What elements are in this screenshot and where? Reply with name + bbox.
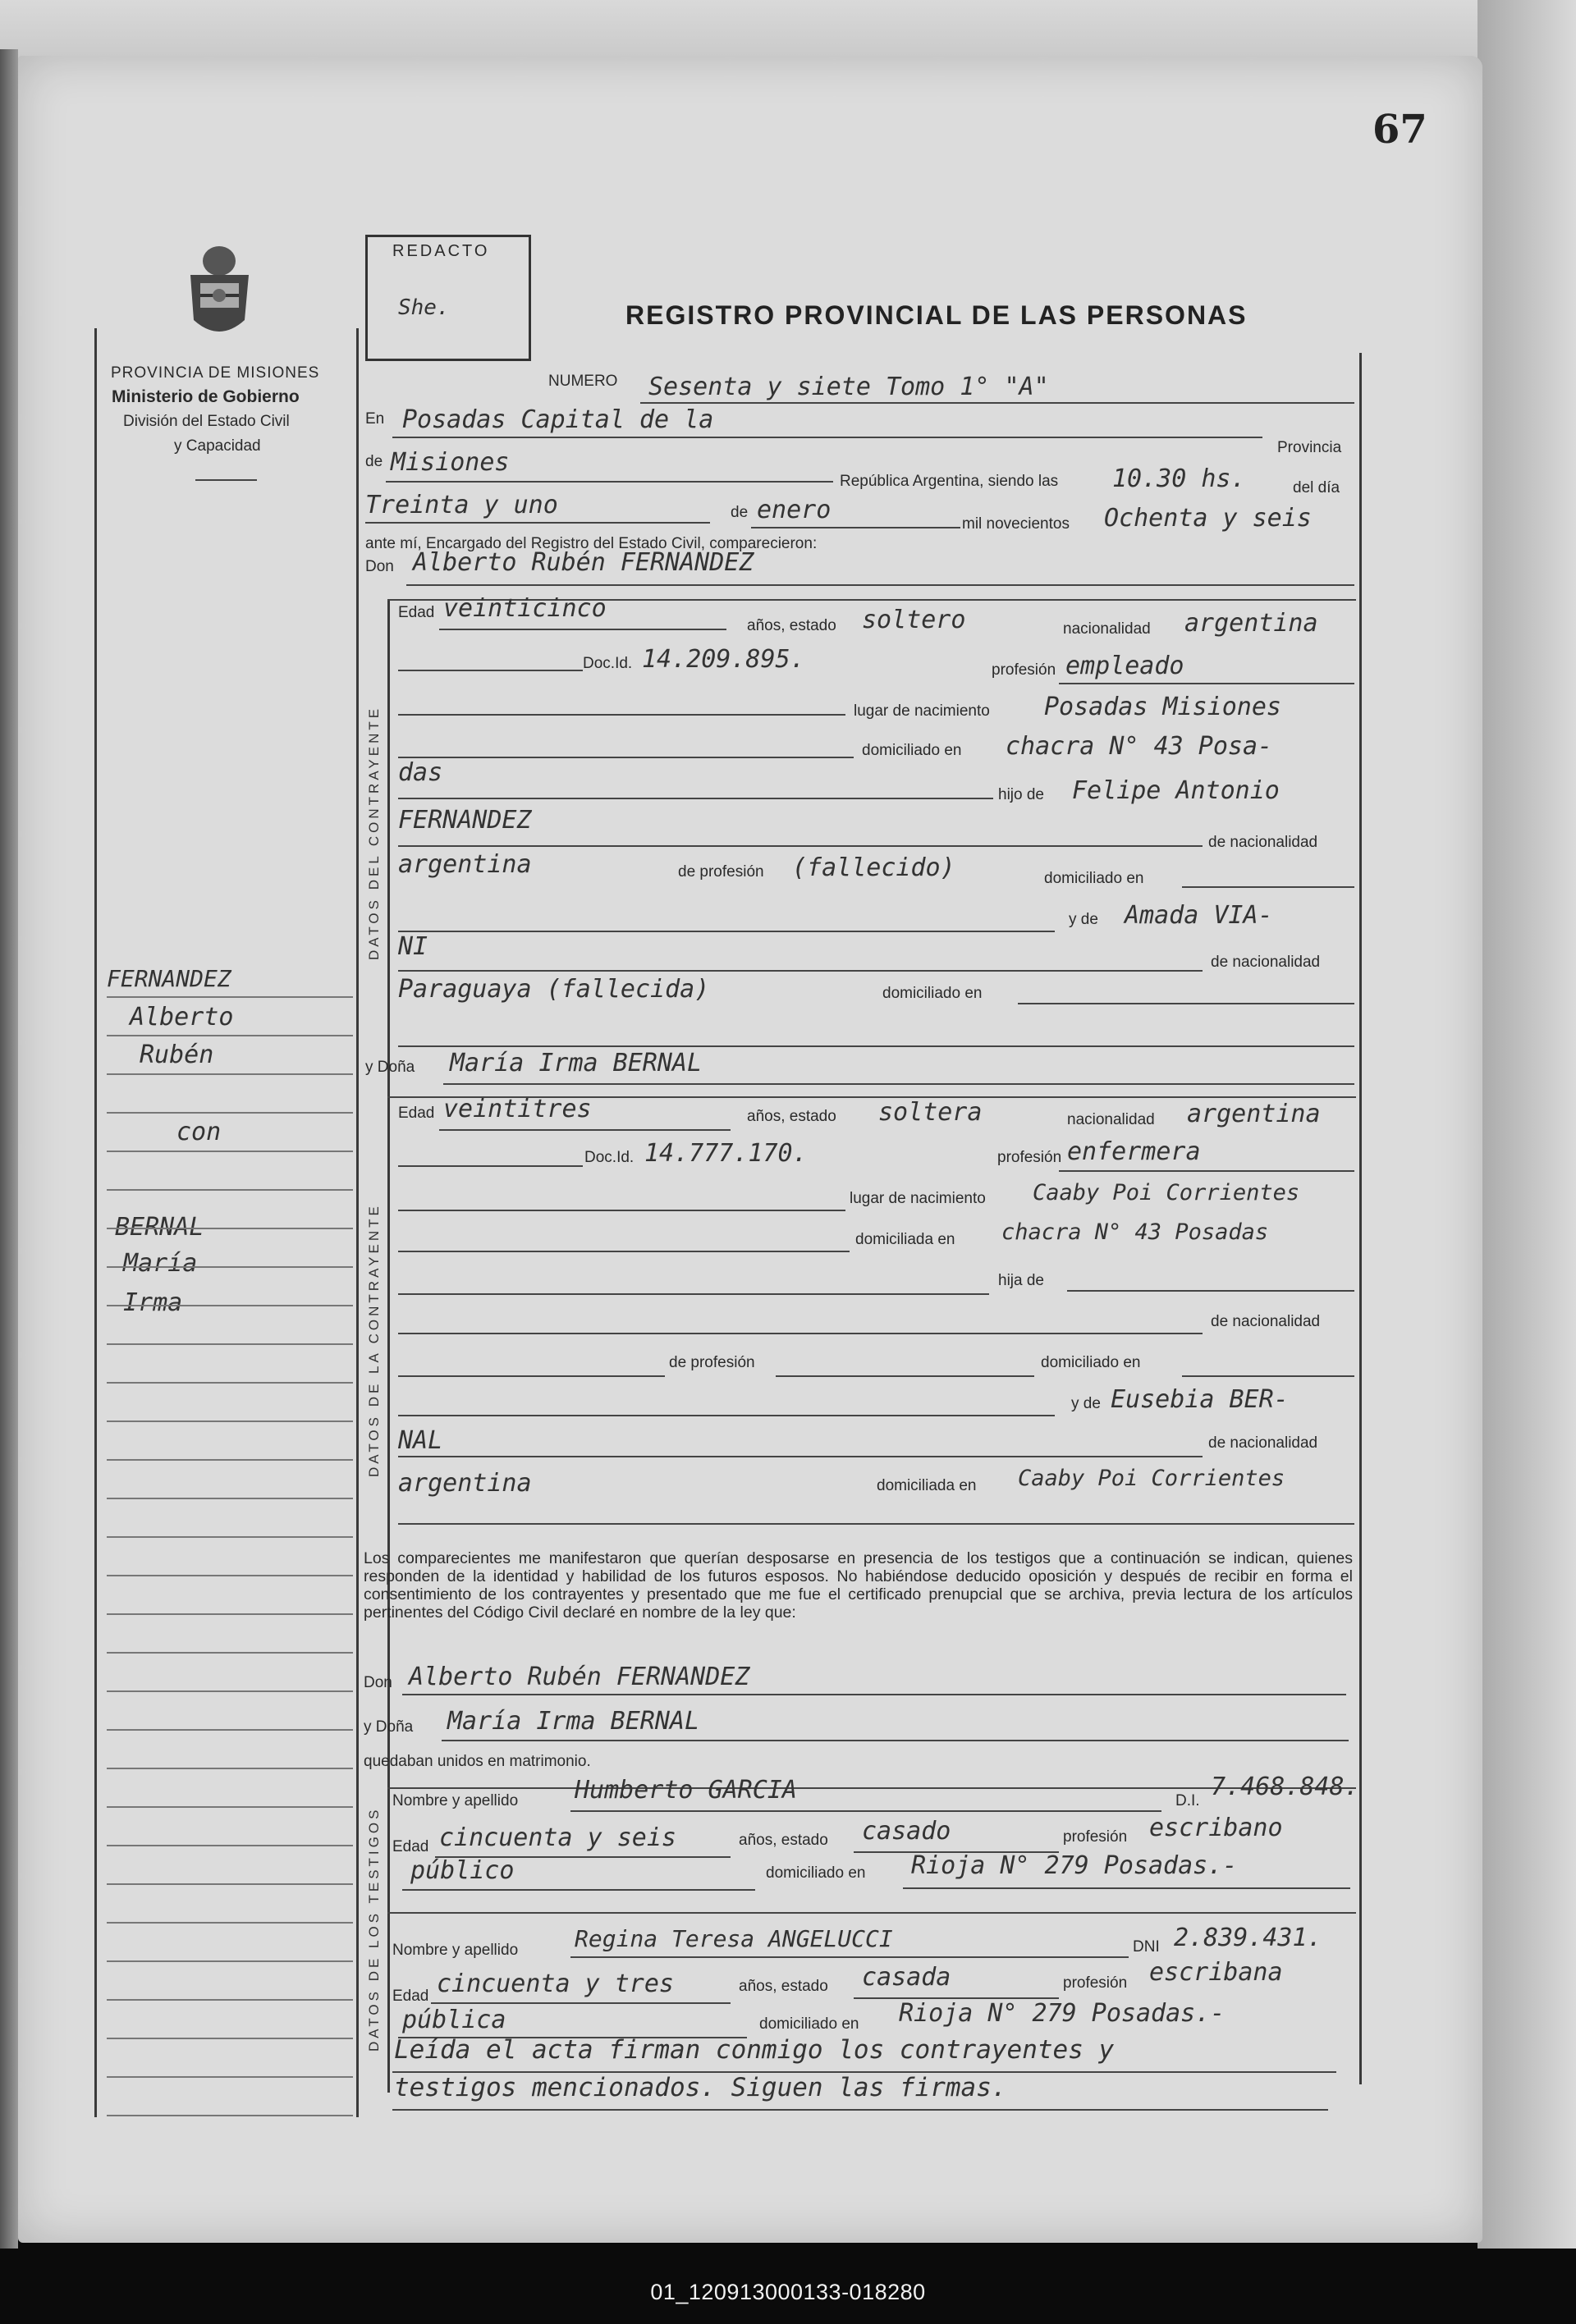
declaration-don-line: [402, 1694, 1346, 1695]
t1-edad-label: Edad: [392, 1838, 429, 1855]
contrayenta-padre-domicilio-line: [1182, 1375, 1354, 1377]
anos-estado-label: años, estado: [747, 617, 836, 634]
de-value: Misiones: [391, 448, 510, 477]
margin-rule-line: [107, 996, 353, 998]
contrayenta-estado-label: años, estado: [747, 1108, 836, 1125]
t2-edad-line: [431, 2002, 731, 2004]
padre-line-2: [398, 845, 1203, 847]
margin-rule-line: [107, 1266, 353, 1268]
t1-profesion-label: profesión: [1063, 1828, 1128, 1846]
t1-profesion-value: escribano: [1149, 1814, 1283, 1842]
en-label: En: [365, 410, 385, 428]
contrayenta-lugar-prefix-line: [398, 1210, 845, 1211]
margin-rule-line: [107, 1690, 353, 1692]
t2-estado-value: casada: [862, 1963, 951, 1992]
t2-nombre-value: Regina Teresa ANGELUCCI: [575, 1925, 893, 1952]
margin-rule-line: [107, 1999, 353, 2001]
don-line: [406, 584, 1354, 586]
margin-line-6: María: [123, 1249, 198, 1278]
contrayenta-madre-y-de-label: y de: [1071, 1395, 1101, 1412]
margin-rule-line: [107, 1459, 353, 1461]
contrayenta-padre-domicilio-label: domiciliado en: [1041, 1354, 1141, 1371]
scan-background-right: [1478, 0, 1576, 2249]
t1-profesion-line-2: [402, 1889, 755, 1891]
margin-rule-line: [107, 1343, 353, 1345]
margin-rule-line: [107, 1305, 353, 1306]
contrayenta-nacionalidad-value: argentina: [1187, 1100, 1321, 1128]
numero-line: [640, 402, 1354, 404]
domicilio-prefix-line: [398, 757, 854, 758]
margin-line-4: con: [176, 1118, 222, 1146]
contrayenta-doc-label: Doc.Id.: [584, 1149, 635, 1166]
t1-estado-label: años, estado: [739, 1832, 828, 1849]
estado-value: soltero: [862, 606, 966, 634]
domiciliado-label: domiciliado en: [862, 742, 962, 759]
t1-domicilio-line: [903, 1887, 1350, 1889]
margin-rule-line: [107, 1498, 353, 1499]
contrayenta-edad-line: [439, 1129, 731, 1131]
contrayenta-edad-label: Edad: [398, 1105, 435, 1122]
hora-value: 10.30 hs.: [1112, 464, 1246, 493]
contrayenta-bottom-line: [398, 1523, 1354, 1525]
t1-domicilio-value: Rioja N° 279 Posadas.-: [911, 1851, 1238, 1880]
t2-doc-label: DNI: [1133, 1938, 1160, 1956]
contrayenta-madre-nacionalidad-value: argentina: [398, 1469, 532, 1498]
declaration-don-value: Alberto Rubén FERNANDEZ: [409, 1663, 750, 1691]
contrayenta-madre-nacionalidad-label: de nacionalidad: [1208, 1434, 1318, 1452]
margin-line-3: Rubén: [140, 1041, 214, 1069]
org-underline: [195, 479, 257, 481]
t2-domicilio-label: domiciliado en: [759, 2015, 859, 2033]
margin-line-1: FERNANDEZ: [107, 965, 231, 992]
madre-nacionalidad-label: de nacionalidad: [1211, 954, 1321, 971]
inner-left-border-testigos: [387, 1789, 390, 2093]
doc-prefix-line: [398, 670, 583, 671]
contrayenta-domiciliada-label: domiciliada en: [855, 1231, 955, 1248]
book-spine-edge: [0, 49, 18, 2249]
testigos-divider-line: [387, 1912, 1356, 1914]
domicilio-line-2: [398, 798, 993, 799]
margin-rule-line: [107, 1151, 353, 1152]
madre-prefix-line: [398, 931, 1055, 932]
redacto-label: REDACTO: [392, 242, 490, 260]
declaration-don-label: Don: [364, 1674, 392, 1691]
nacionalidad-label: nacionalidad: [1063, 620, 1151, 638]
redacto-value: She.: [398, 295, 450, 320]
anio-value: Ochenta y seis: [1104, 504, 1312, 533]
margin-line-7: Irma: [123, 1288, 183, 1317]
contrayenta-doc-value: 14.777.170.: [644, 1139, 808, 1168]
margin-rule-line: [107, 1112, 353, 1114]
en-line: [392, 437, 1262, 438]
margin-rule-line: [107, 1845, 353, 1846]
contrayenta-nacionalidad-label: nacionalidad: [1067, 1111, 1155, 1128]
t2-nombre-line: [570, 1956, 1129, 1958]
madre-domicilio-label: domiciliado en: [882, 985, 983, 1002]
org-province: PROVINCIA DE MISIONES: [111, 364, 320, 382]
main-left-border: [356, 328, 359, 2117]
t1-doc-label: D.I.: [1175, 1792, 1200, 1809]
contrayenta-domicilio-value: chacra N° 43 Posadas: [1001, 1219, 1269, 1245]
dia-value: Treinta y uno: [365, 491, 558, 519]
t1-nombre-label: Nombre y apellido: [392, 1792, 519, 1809]
provincia-label: Provincia: [1277, 439, 1342, 456]
margin-rule-line: [107, 1228, 353, 1229]
contrayenta-profesion-line: [1059, 1170, 1354, 1172]
doc-label: Doc.Id.: [583, 655, 633, 672]
edad-line: [439, 629, 726, 630]
t1-profesion-value-2: público: [410, 1856, 515, 1885]
t1-domicilio-label: domiciliado en: [766, 1864, 866, 1882]
mes-value: enero: [757, 496, 832, 524]
padre-nacionalidad-value: argentina: [398, 850, 532, 879]
lugar-prefix-line: [398, 714, 845, 716]
domicilio-value-1: chacra N° 43 Posa-: [1006, 732, 1273, 761]
contrayente-section-label: DATOS DEL CONTRAYENTE: [366, 705, 382, 960]
margin-rule-line: [107, 1189, 353, 1191]
t1-doc-value: 7.468.848.: [1211, 1773, 1359, 1801]
padre-value-1: Felipe Antonio: [1072, 776, 1280, 805]
contrayenta-domicilio-prefix-line: [398, 1251, 850, 1252]
org-capacity: y Capacidad: [174, 437, 261, 455]
contrayenta-padre-nacionalidad-label: de nacionalidad: [1211, 1313, 1321, 1330]
contrayenta-estado-value: soltera: [878, 1098, 983, 1127]
dia-line: [365, 522, 710, 524]
contrayenta-madre-value-2: NAL: [398, 1426, 443, 1455]
contrayenta-padre-line-2: [398, 1333, 1203, 1334]
contrayenta-madre-prefix-line: [398, 1415, 1055, 1416]
margin-rule-line: [107, 1073, 353, 1075]
don-value: Alberto Rubén FERNANDEZ: [413, 548, 754, 577]
madre-value-2: NI: [398, 932, 428, 961]
t2-edad-value: cincuenta y tres: [437, 1969, 674, 1998]
dona-label: y Doña: [365, 1059, 415, 1076]
t2-estado-label: años, estado: [739, 1978, 828, 1995]
margin-rule-line: [107, 1613, 353, 1615]
t2-profesion-label: profesión: [1063, 1974, 1128, 1992]
contrayenta-doc-prefix-line: [398, 1165, 583, 1167]
profesion-label: profesión: [992, 661, 1056, 679]
del-dia-label: del día: [1293, 479, 1340, 496]
mes-line: [751, 527, 960, 528]
org-ministry: Ministerio de Gobierno: [112, 387, 300, 406]
document-title: REGISTRO PROVINCIAL DE LAS PERSONAS: [625, 300, 1248, 330]
dona-line: [443, 1083, 1354, 1085]
numero-value: Sesenta y siete Tomo 1° "A": [648, 373, 1049, 401]
margin-rule-line: [107, 2076, 353, 2078]
t2-profesion-value: escribana: [1149, 1958, 1283, 1987]
closing-underline-2: [392, 2109, 1328, 2111]
t1-nombre-value: Humberto GARCIA: [575, 1776, 797, 1805]
don-label: Don: [365, 558, 394, 575]
de-label: de: [365, 453, 383, 470]
ante-label: ante mí, Encargado del Registro del Estado Civil, comparecieron:: [365, 535, 818, 552]
t1-edad-value: cincuenta y seis: [439, 1823, 676, 1852]
inner-left-border: [387, 599, 390, 1846]
t1-nombre-line: [570, 1810, 1161, 1812]
de-mes-label: de: [731, 504, 749, 521]
margin-rule-line: [107, 1729, 353, 1731]
padre-profesion-label: de profesión: [678, 863, 764, 881]
coat-of-arms-seal-icon: [181, 238, 259, 345]
margin-rule-line: [107, 1960, 353, 1962]
margin-rule-line: [107, 1420, 353, 1422]
contrayenta-profesion-label: profesión: [997, 1149, 1062, 1166]
outer-left-border: [94, 328, 97, 2117]
hijo-label: hijo de: [998, 786, 1044, 803]
madre-value-1: Amada VIA-: [1125, 901, 1273, 930]
profesion-line: [1059, 683, 1354, 684]
padre-nacionalidad-label: de nacionalidad: [1208, 834, 1318, 851]
t2-edad-label: Edad: [392, 1988, 429, 2005]
margin-rule-line: [107, 1382, 353, 1384]
contrayenta-section-label: DATOS DE LA CONTRAYENTE: [366, 1203, 382, 1477]
testigos-section-label: DATOS DE LOS TESTIGOS: [366, 1806, 382, 2052]
t2-doc-value: 2.839.431.: [1174, 1924, 1322, 1952]
margin-line-5: BERNAL: [115, 1213, 204, 1242]
en-value: Posadas Capital de la: [402, 405, 714, 434]
madre-line-2: [398, 970, 1203, 972]
contrayenta-hija-label: hija de: [998, 1272, 1044, 1289]
margin-rule-line: [107, 1652, 353, 1654]
contrayenta-padre-profesion-label: de profesión: [669, 1354, 755, 1371]
declaration-dona-label: y Doña: [364, 1718, 414, 1736]
margin-rule-line: [107, 1536, 353, 1538]
declaration-dona-value: María Irma BERNAL: [447, 1707, 700, 1736]
margin-rule-line: [107, 1922, 353, 1924]
margin-rule-line: [107, 2038, 353, 2039]
footer-identifier: 01_120913000133-018280: [650, 2280, 926, 2304]
numero-label: NUMERO: [548, 373, 618, 390]
margin-rule-line: [107, 1806, 353, 1808]
contrayenta-padre-line: [1067, 1290, 1354, 1292]
margin-rule-line: [107, 1883, 353, 1885]
margin-rule-line: [107, 1768, 353, 1769]
dona-value: María Irma BERNAL: [450, 1049, 703, 1077]
contrayenta-madre-domicilio-value: Caaby Poi Corrientes: [1018, 1466, 1285, 1491]
nacionalidad-value: argentina: [1184, 609, 1318, 638]
margin-rule-line: [107, 1575, 353, 1576]
closing-line-1: Leída el acta firman conmigo los contrayentes y: [394, 2035, 1115, 2065]
madre-nacionalidad-value: Paraguaya (fallecida): [398, 975, 710, 1004]
margin-line-2: Alberto: [130, 1003, 234, 1032]
org-division: División del Estado Civil: [123, 413, 290, 430]
contrayenta-lugar-label: lugar de nacimiento: [850, 1190, 986, 1207]
padre-domicilio-label: domiciliado en: [1044, 870, 1144, 887]
t2-domicilio-value: Rioja N° 279 Posadas.-: [899, 1999, 1226, 2028]
contrayenta-edad-value: veintitres: [443, 1095, 592, 1123]
madre-y-de-label: y de: [1069, 911, 1098, 928]
margin-rule-line: [107, 2115, 353, 2116]
contrayenta-lugar-value: Caaby Poi Corrientes: [1033, 1180, 1300, 1205]
contrayenta-madre-line-2: [398, 1456, 1203, 1457]
margin-rule-line: [107, 1035, 353, 1036]
contrayenta-profesion-value: enfermera: [1067, 1137, 1201, 1166]
padre-profesion-value: (fallecido): [792, 853, 955, 882]
lugar-value: Posadas Misiones: [1044, 693, 1281, 721]
declaration-dona-line: [442, 1740, 1349, 1741]
domicilio-value-2: das: [398, 758, 443, 787]
t2-nombre-label: Nombre y apellido: [392, 1942, 519, 1959]
contrayenta-madre-value-1: Eusebia BER-: [1111, 1385, 1289, 1414]
padre-value-2: FERNANDEZ: [398, 806, 532, 835]
edad-value: veinticinco: [443, 594, 607, 623]
edad-label: Edad: [398, 604, 435, 621]
profesion-value: empleado: [1065, 652, 1184, 680]
contrayente-bottom-line: [398, 1045, 1354, 1047]
contrayenta-padre-profesion-line: [776, 1375, 1034, 1377]
de-line: [386, 481, 833, 483]
t1-estado-value: casado: [862, 1817, 951, 1846]
t2-profesion-value-2: pública: [402, 2006, 506, 2034]
main-right-border: [1359, 353, 1362, 2084]
declaration-text: Los comparecientes me manifestaron que querían desposarse en presencia de los testigos que a continuación se indican, quienes responden de la identidad y habilidad de los futuros esposos. No habiéndose deducido oposición y después de recibir en forma el consentimiento de los contrayentes y presentado que me fue el certificado prenupcial que se archiva, previa lectura de los artículos pertinentes del Código Civil declaré en nombre de la ley que:: [364, 1549, 1353, 1622]
padre-domicilio-line: [1182, 886, 1354, 888]
contrayenta-hija-prefix-line: [398, 1293, 989, 1295]
declaration-quedaban: quedaban unidos en matrimonio.: [364, 1753, 591, 1770]
republica-label: República Argentina, siendo las: [840, 473, 1059, 490]
contrayenta-padre-nac-line: [398, 1375, 665, 1377]
closing-line-2: testigos mencionados. Siguen las firmas.: [394, 2073, 1007, 2102]
doc-value: 14.209.895.: [642, 645, 805, 674]
madre-domicilio-line: [1018, 1003, 1354, 1004]
mil-label: mil novecientos: [962, 515, 1070, 533]
lugar-label: lugar de nacimiento: [854, 702, 990, 720]
page-number: 67: [1372, 107, 1427, 153]
contrayenta-madre-domicilio-label: domiciliada en: [877, 1477, 977, 1494]
